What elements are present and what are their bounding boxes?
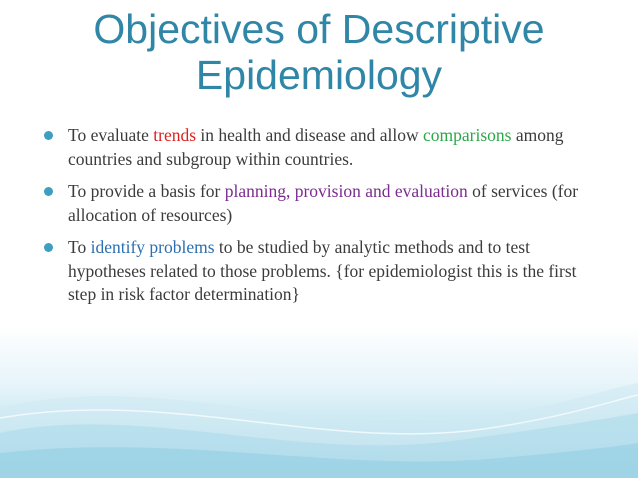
highlight-trends: trends — [153, 125, 197, 145]
bullet-text: to be studied by analytic methods and to test hypotheses related to those problems. {for epidemiologist this is the first step in risk factor determination} — [68, 237, 577, 304]
bullet-text: of services (for allocation of resources) — [68, 181, 579, 225]
title-line-2: Epidemiology — [195, 52, 443, 98]
slide-title — [0, 6, 638, 98]
bullet-icon — [44, 131, 53, 140]
bullet-text: To — [68, 237, 91, 257]
bullet-text: To evaluate — [68, 125, 154, 145]
bullet-icon — [44, 243, 53, 252]
title-line-1: Objectives of Descriptive — [93, 6, 545, 52]
list-item — [44, 236, 604, 307]
list-item — [44, 124, 604, 171]
bullet-text: To provide a basis for — [68, 181, 225, 201]
bullet-icon — [44, 187, 53, 196]
objectives-list — [44, 124, 604, 316]
bullet-text: in health and disease and allow — [196, 125, 423, 145]
highlight-identify-problems: identify problems — [90, 237, 215, 257]
highlight-comparisons: comparisons — [423, 125, 512, 145]
list-item — [44, 180, 604, 227]
bullet-text: among countries and subgroup within countries. — [68, 125, 564, 169]
highlight-planning: planning, provision and evaluation — [224, 181, 468, 201]
background-wave — [0, 348, 638, 478]
